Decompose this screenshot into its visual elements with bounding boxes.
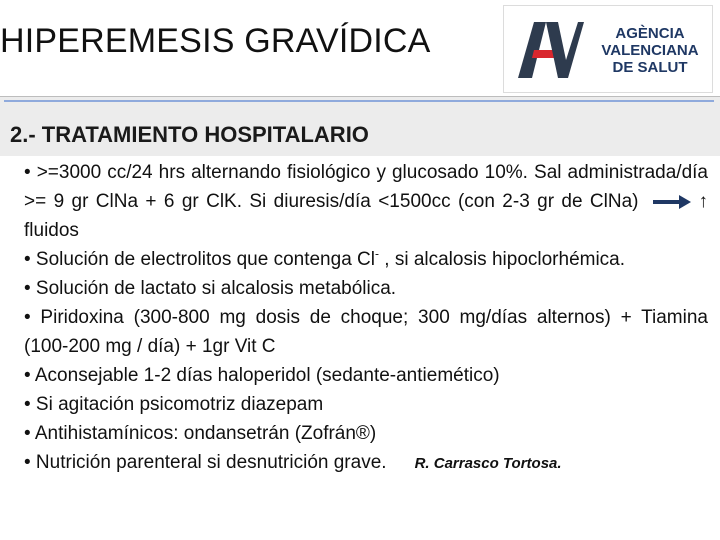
list-item	[24, 448, 708, 478]
item-2-superscript: -	[374, 246, 379, 261]
list-item: • Solución de lactato si alcalosis metabólica.	[24, 278, 397, 299]
list-item	[24, 158, 708, 245]
list-item: • Aconsejable 1-2 días haloperidol (sedante-antiemético)	[24, 365, 500, 386]
subtitle-top-rule	[0, 96, 720, 97]
item-2-text-end: , si alcalosis hipoclorhémica.	[378, 249, 626, 270]
slide-body	[24, 158, 708, 518]
list-item: • Si agitación psicomotriz diazepam	[24, 394, 324, 415]
item-1-result: ↑ fluidos	[24, 191, 708, 241]
agencia-valenciana-logo	[503, 5, 713, 93]
author-credit: R. Carrasco Tortosa.	[414, 455, 562, 472]
list-item: • Piridoxina (300-800 mg dosis de choque; 300 mg/días alternos) + Tiamina (100-200 mg / día) + 1gr Vit C	[24, 307, 708, 357]
subtitle-accent-line	[4, 100, 714, 102]
av-logo-mark-icon	[516, 20, 584, 80]
right-arrow-icon	[653, 195, 691, 209]
list-item	[24, 245, 708, 274]
item-2-text: • Solución de electrolitos que contenga Cl	[24, 249, 375, 270]
logo-line-1: AGÈNCIA	[615, 25, 685, 42]
list-item: • Antihistamínicos: ondansetrán (Zofrán®)	[24, 423, 377, 444]
slide-title: HIPEREMESIS GRAVÍDICA	[0, 22, 431, 60]
logo-text	[590, 25, 710, 76]
item-1-text: • >=3000 cc/24 hrs alternando fisiológico y glucosado 10%. Sal administrada/día >= 9 gr ClNa + 6 gr ClK. Si diuresis/día <1500cc (con 2-3 gr de ClNa)	[24, 162, 708, 212]
item-8-text: • Nutrición parenteral si desnutrición grave.	[24, 452, 387, 473]
logo-line-3: DE SALUT	[612, 59, 688, 76]
logo-line-2: VALENCIANA	[601, 42, 699, 59]
slide-subtitle: 2.- TRATAMIENTO HOSPITALARIO	[10, 122, 369, 147]
